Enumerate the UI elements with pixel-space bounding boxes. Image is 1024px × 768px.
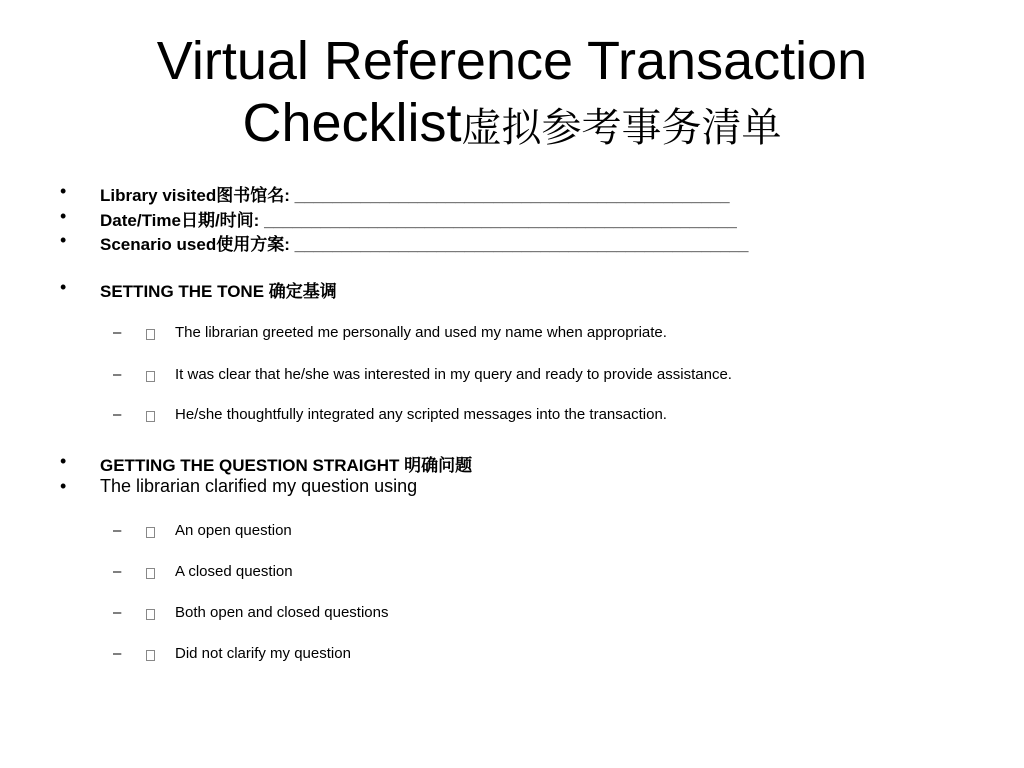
checklist-item-label: He/she thoughtfully integrated any scripted messages into the transaction. bbox=[175, 406, 667, 423]
field-label: Scenario used使用方案: bbox=[100, 235, 290, 254]
field-line[interactable] bbox=[100, 206, 737, 231]
field-blank[interactable]: __________________________________________________ bbox=[264, 211, 737, 230]
bullet-marker: • bbox=[60, 277, 67, 297]
dash-marker: – bbox=[113, 522, 122, 539]
field-label: Date/Time日期/时间: bbox=[100, 211, 260, 230]
dash-marker: – bbox=[113, 563, 122, 580]
checklist-item-label: A closed question bbox=[175, 563, 293, 580]
checkbox[interactable] bbox=[146, 371, 155, 382]
title-line-2 bbox=[0, 92, 1024, 159]
dash-marker: – bbox=[113, 645, 122, 662]
section-heading: SETTING THE TONE 确定基调 bbox=[100, 282, 337, 301]
checkbox[interactable] bbox=[146, 568, 155, 579]
checklist-item-label: Did not clarify my question bbox=[175, 645, 351, 662]
checkbox[interactable] bbox=[146, 411, 155, 422]
checkbox[interactable] bbox=[146, 329, 155, 340]
bullet-marker: • bbox=[60, 230, 67, 250]
checkbox[interactable] bbox=[146, 527, 155, 538]
checkbox[interactable] bbox=[146, 609, 155, 620]
title-line-2-english: Checklist bbox=[242, 93, 462, 153]
field-line[interactable] bbox=[100, 230, 748, 255]
checklist-item-label: The librarian greeted me personally and used my name when appropriate. bbox=[175, 324, 667, 341]
checklist-item-label: An open question bbox=[175, 522, 292, 539]
field-blank[interactable]: ______________________________________________ bbox=[294, 186, 730, 205]
dash-marker: – bbox=[113, 406, 122, 423]
section-intro-text: The librarian clarified my question using bbox=[100, 476, 418, 496]
dash-marker: – bbox=[113, 366, 122, 383]
bullet-marker: • bbox=[60, 476, 67, 496]
dash-marker: – bbox=[113, 324, 122, 341]
field-label: Library visited图书馆名: bbox=[100, 186, 290, 205]
dash-marker: – bbox=[113, 604, 122, 621]
title-line-2-chinese: 虚拟参考事务清单 bbox=[461, 106, 782, 150]
bullet-marker: • bbox=[60, 451, 67, 471]
bullet-marker: • bbox=[60, 206, 67, 226]
page-title bbox=[0, 30, 1024, 159]
checkbox[interactable] bbox=[146, 650, 155, 661]
checklist-item-label: Both open and closed questions bbox=[175, 604, 389, 621]
title-line-1: Virtual Reference Transaction bbox=[156, 31, 868, 91]
section-heading: GETTING THE QUESTION STRAIGHT 明确问题 bbox=[100, 456, 473, 475]
bullet-marker: • bbox=[60, 181, 67, 201]
checklist-item-label: It was clear that he/she was interested in my query and ready to provide assistance. bbox=[175, 366, 732, 383]
field-line[interactable] bbox=[100, 181, 730, 206]
field-blank[interactable]: ________________________________________________ bbox=[294, 235, 749, 254]
